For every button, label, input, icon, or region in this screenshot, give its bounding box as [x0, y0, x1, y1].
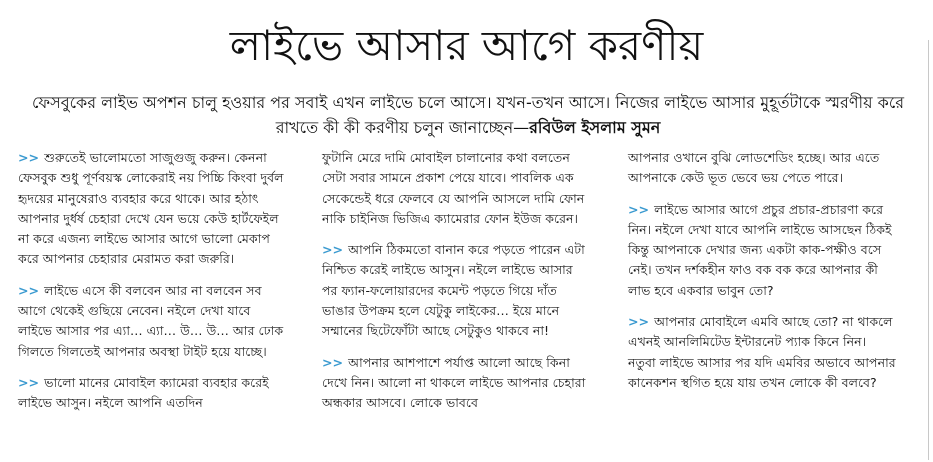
article-paragraph: [628, 200, 896, 301]
article-paragraph: [18, 373, 286, 414]
article-paragraph: [18, 148, 286, 270]
intro: [28, 90, 908, 140]
paragraph-text: লাইভে এসে কী বলবেন আর না বলবেন সব আগে থেকেই গুছিয়ে নেবেন। নইলে দেখা যাবে লাইভে আসার পর এ্যা… এ্যা… উ… উ… আর ঢোক গিলতে গিলতেই আপনার অবস্থা টাইট হয়ে যাচ্ছে।: [18, 282, 284, 359]
paragraph-text: লাইভে আসার আগে প্রচুর প্রচার-প্রচারণা করে নিন। নইলে দেখা যাবে আপনি লাইভে আসছেন ঠিকই কিন্তু আপনাকে দেখার জন্য একটা কাক-পক্ষীও বসে নেই। তখন দর্শকহীন ফাও বক বক করে আপনার কী লাভ হবে একবার ভাবুন তো?: [628, 201, 892, 298]
paragraph-text: আপনার আশপাশে পর্যাপ্ত আলো আছে কিনা দেখে নিন। আলো না থাকলে লাইভে আপনার চেহারা অন্ধকার আসবে। লোকে ভাববে: [322, 354, 586, 411]
bullet-marker: >>: [322, 242, 344, 258]
article-paragraph: [628, 148, 896, 189]
paragraph-text: আপনার মোবাইলে এমবি আছে তো? না থাকলে এখনই আনলিমিটেড ইন্টারনেট প্যাক কিনে নিন। নতুবা লাইভে আসার পর যদি এমবির অভাবে আপনার কানেকশন স্থগিত হয়ে যায় তখন লোকে কী বলবে?: [628, 314, 896, 390]
bullet-marker: >>: [18, 282, 40, 298]
bullet-marker: >>: [628, 201, 650, 217]
headline: লাইভে আসার আগে করণীয়: [229, 21, 704, 70]
article-paragraph: [628, 312, 896, 393]
bullet-marker: >>: [18, 150, 40, 165]
article-column-2: [322, 148, 590, 425]
intro-text: ফেসবুকের লাইভ অপশন চালু হওয়ার পর সবাই এখন লাইভে চলে আসে। যখন-তখন আসে। নিজের লাইভে আসার মুহূর্তটাকে স্মরণীয় করে রাখতে কী কী করণীয় চলুন জানাচ্ছেন—: [31, 93, 905, 137]
article-column-1: [18, 148, 286, 425]
article-paragraph: [322, 353, 590, 414]
page-edge-rule: [928, 40, 929, 460]
article-paragraph: [322, 148, 590, 229]
paragraph-text: শুরুতেই ভালোমতো সাজুগুজু করুন। কেননা ফেসবুক শুধু পূর্ণবয়স্ক লোকেরাই নয় পিচ্চি কিংবা দুর্বল হৃদয়ের মানুষেরাও ব্যবহার করে থাকে। আর হঠাৎ আপনার দুর্ধর্ষ চেহারা দেখে যেন ভয়ে কেউ হার্টফেইল না করে এজন্য লাইভে আসার আগে ভালো মেকাপ করে আপনার চেহারার মেরামত করা জরুরি।: [18, 150, 284, 267]
paragraph-text: ভালো মানের মোবাইল ক্যামেরা ব্যবহার করেই লাইভে আসুন। নইলে আপনি এতদিন: [18, 374, 269, 411]
article-column-3: [628, 148, 896, 404]
paragraph-text: আপনি ঠিকমতো বানান করে পড়তে পারেন এটা নিশ্চিত করেই লাইভে আসুন। নইলে লাইভে আসার পর ফ্যান-ফলোয়ারদের কমেন্ট পড়তে গিয়ে দাঁত ভাঙার উপক্রম হলে যেটুকু লাইকের… ইয়ে মানে সম্মানের ছিটেফোঁটা আছে সেটুকুও থাকবে না!: [322, 242, 585, 339]
bullet-marker: >>: [628, 314, 650, 330]
bullet-marker: >>: [18, 374, 40, 390]
article-paragraph: [18, 281, 286, 362]
bullet-marker: >>: [322, 354, 344, 370]
article-paragraph: [322, 240, 590, 341]
paragraph-text: ফুটানি মেরে দামি মোবাইল চালানোর কথা বলতেন সেটা সবার সামনে প্রকাশ পেয়ে যাবে। পাবলিক এক সেকেন্ডেই ধরে ফেলবে যে আপনি আসলে দামি ফোন নাকি চাইনিজ ভিজিএ ক্যামেরার ফোন ইউজ করেন।: [322, 150, 585, 226]
author-name: রবিউল ইসলাম সুমন: [529, 118, 661, 137]
paragraph-text: আপনার ওখানে বুঝি লোডশেডিং হচ্ছে। আর এতে আপনাকে কেউ ভূত ভেবে ভয় পেতে পারে।: [628, 150, 880, 186]
